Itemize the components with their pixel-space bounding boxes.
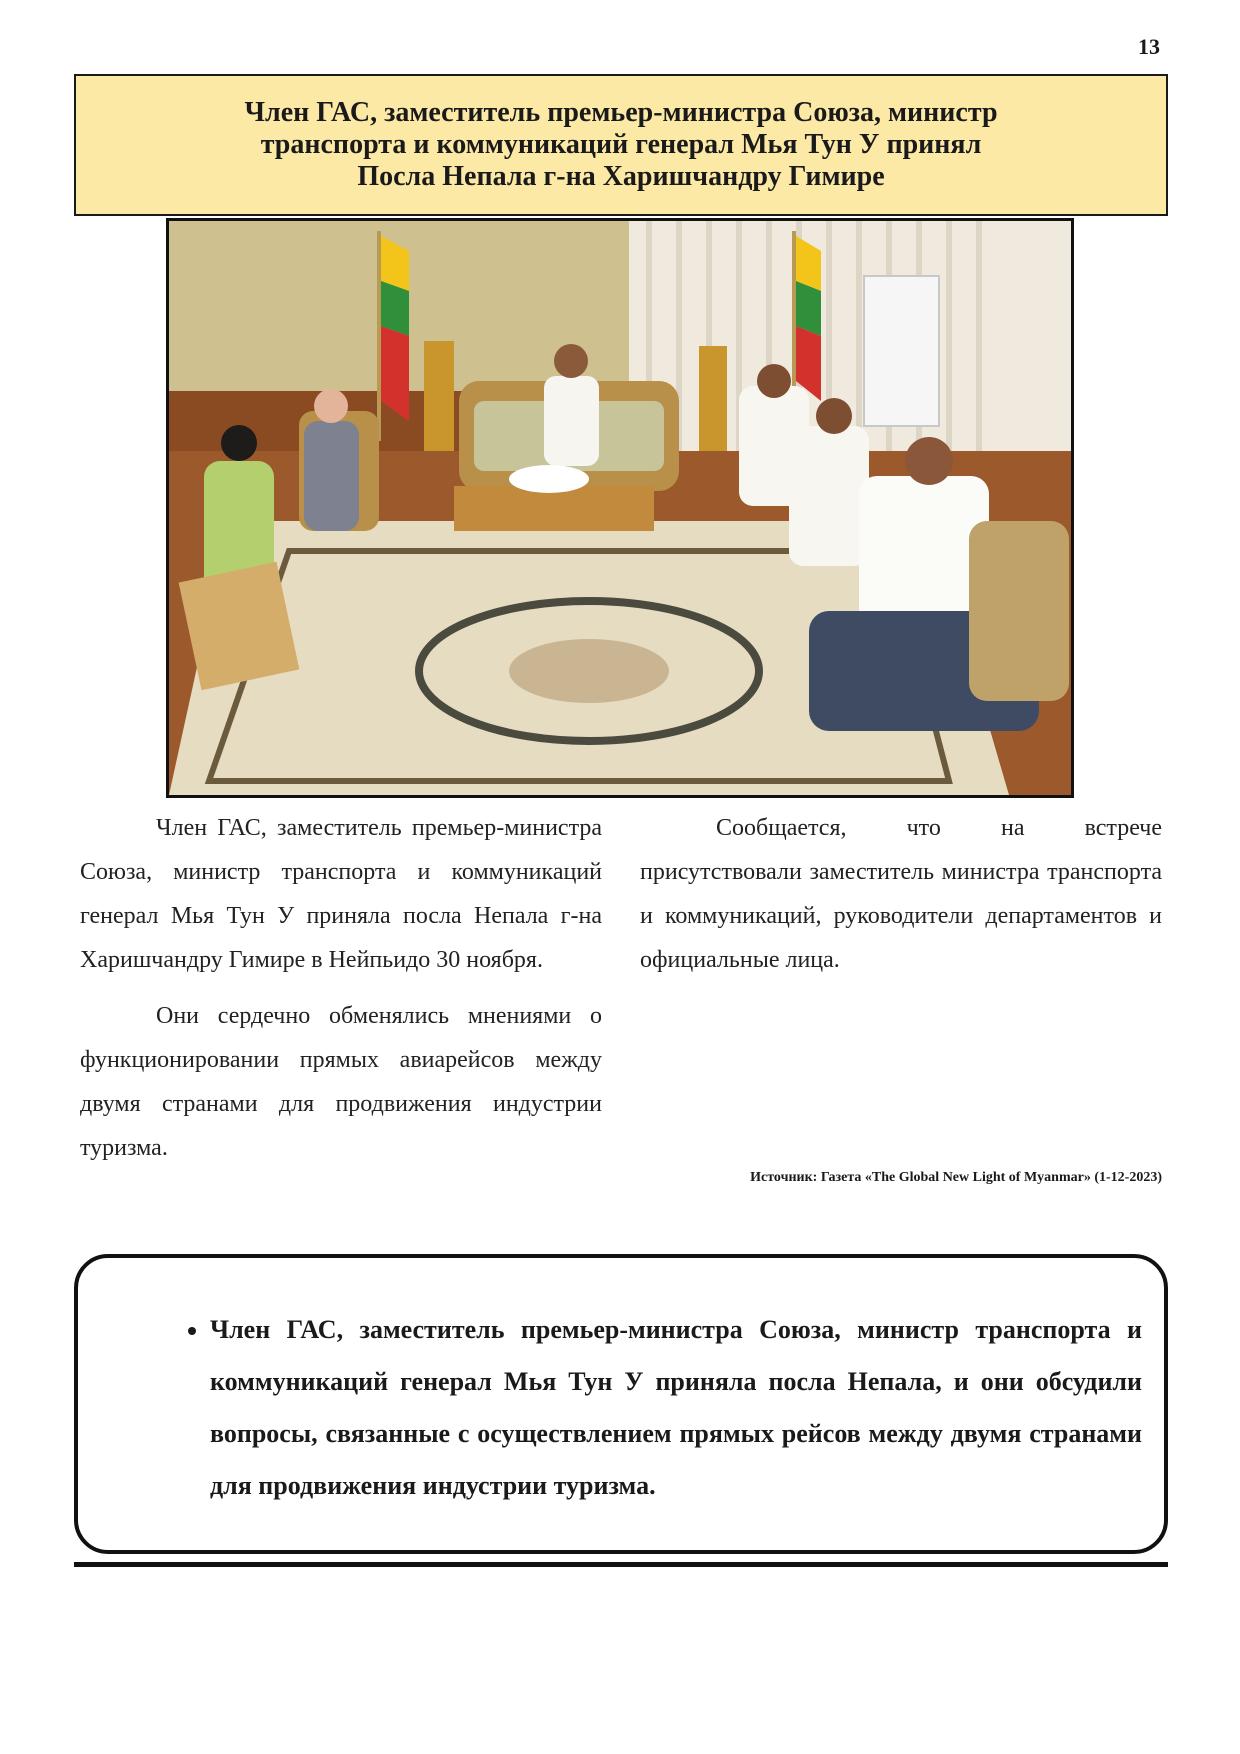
body-paragraph: Член ГАС, заместитель премьер-министра Союза, министр транспорта и коммуникаций генерал Мья Тун У приняла посла Непала г-на Харишчандру Гимире в Нейпьидо 30 ноября. bbox=[80, 815, 602, 973]
article-title-box bbox=[74, 74, 1168, 216]
title-line-3: Посла Непала г-на Харишчандру Гимире bbox=[357, 161, 885, 192]
summary-box bbox=[74, 1254, 1168, 1554]
meeting-photo bbox=[166, 218, 1074, 798]
meeting-photo-illustration bbox=[169, 221, 1071, 795]
title-line-2: транспорта и коммуникаций генерал Мья Тун У принял bbox=[260, 129, 982, 160]
body-right-column bbox=[640, 806, 1162, 994]
source-citation: Источник: Газета «The Global New Light of Myanmar» (1-12-2023) bbox=[750, 1170, 1162, 1185]
page-number: 13 bbox=[1138, 34, 1160, 59]
summary-list bbox=[130, 1304, 1142, 1512]
body-paragraph: Они сердечно обменялись мнениями о функционировании прямых авиарейсов между двумя странами для продвижения индустрии туризма. bbox=[80, 1003, 602, 1161]
title-line-1: Член ГАС, заместитель премьер-министра Союза, министр bbox=[244, 97, 998, 128]
body-paragraph: Сообщается, что на встрече присутствовали заместитель министра транспорта и коммуникаций, руководители департаментов и официальные лица. bbox=[640, 815, 1162, 973]
bottom-divider bbox=[74, 1562, 1168, 1567]
body-left-column bbox=[80, 806, 602, 1182]
summary-item: • Член ГАС, заместитель премьер-министра Союза, министр транспорта и коммуникаций генерал Мья Тун У приняла посла Непала, и они обсудили вопросы, связанные с осуществлением прямых рейсов между двумя странами для продвижения индустрии туризма. bbox=[210, 1304, 1142, 1512]
